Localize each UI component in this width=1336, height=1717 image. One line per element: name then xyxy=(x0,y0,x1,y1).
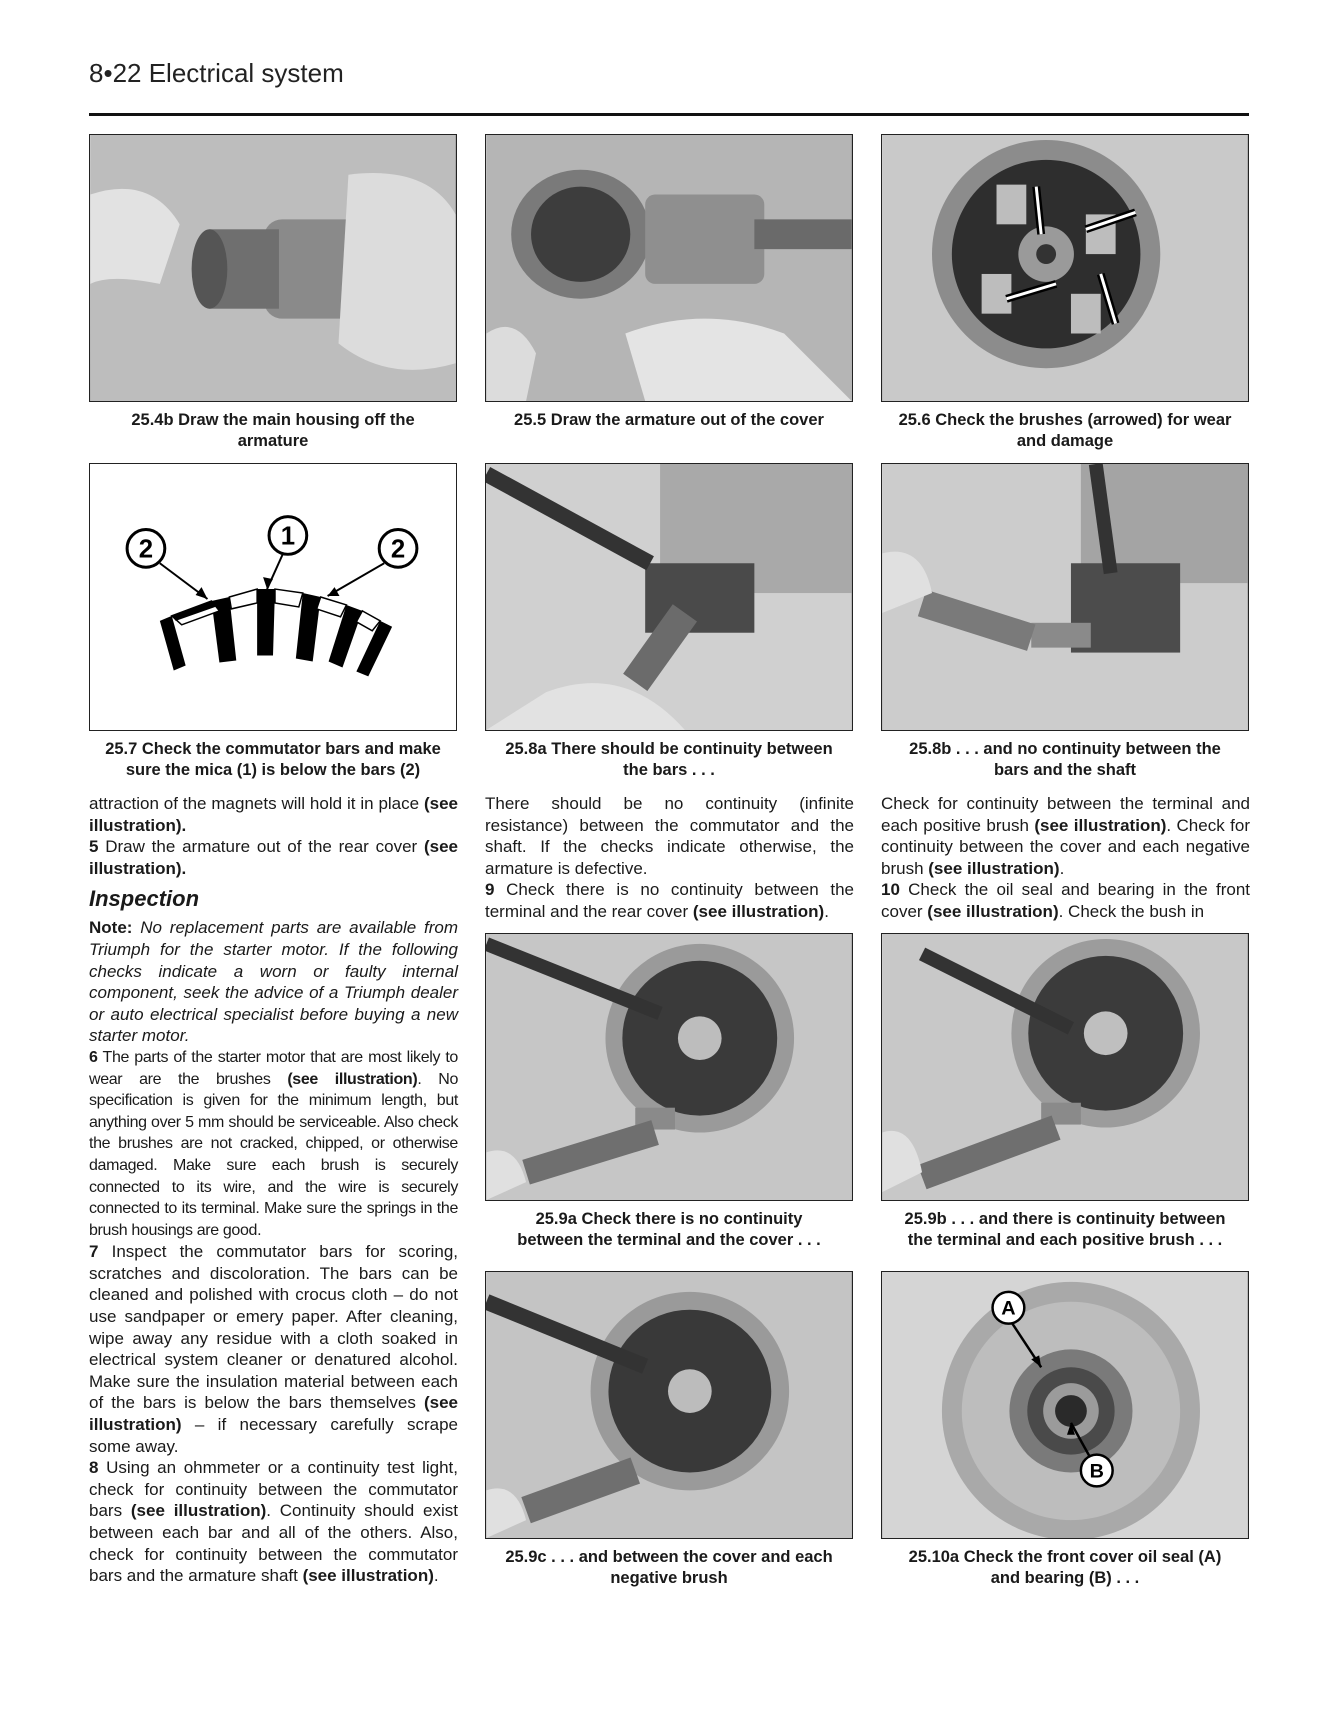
col1-step-8-text-b: . Continuity should exist between each bar and all of the others. Also, check for continuity between the commutator bars and the armature shaft xyxy=(89,1501,458,1586)
photo-25-5-armature-removal xyxy=(485,134,853,402)
caption-25-5: 25.5 Draw the armature out of the cover xyxy=(514,411,824,429)
col1-step-8-ref-2: (see illustration) xyxy=(302,1566,434,1586)
col3-text-b: . Check for continuity between the cover and each negative brush xyxy=(881,815,1250,878)
col3-step-10-ref: (see illustration) xyxy=(927,901,1059,921)
caption-25-7: 25.7 Check the commutator bars and make sure the mica (1) is below the bars (2) xyxy=(105,740,441,779)
label-bar-left: 2 xyxy=(138,535,154,564)
col3-ref-1: (see illustration) xyxy=(1034,815,1167,835)
note-label: Note: xyxy=(89,918,133,938)
col1-step-6-text-a: The parts of the starter motor that are most likely to wear are the brushes xyxy=(89,1048,458,1088)
col1-step-7-text-a: Inspect the commutator bars for scoring, scratches and discoloration. The bars can be cleaned and polished with crocus cloth – do not use sandpaper or emery paper. After cleaning, wipe away any residue with a cloth soaked in electrical system cleaner or denatured alcohol. Make sure the insulation material between each of the bars is below the bars themselves xyxy=(89,1242,458,1413)
label-bar-right: 2 xyxy=(390,535,406,564)
photo-25-10a-front-cover xyxy=(881,1271,1249,1539)
col2-step-9-text-b: . xyxy=(824,901,829,921)
page-title: 8•22 Electrical system xyxy=(89,58,344,88)
caption-25-8a: 25.8a There should be continuity between the bars . . . xyxy=(505,740,833,779)
column-2-text xyxy=(485,793,854,923)
col1-step-7-num: 7 xyxy=(89,1242,99,1262)
label-oil-seal-a: A xyxy=(1001,1297,1016,1320)
photo-25-9a-terminal-cover xyxy=(485,933,853,1201)
caption-25-6: 25.6 Check the brushes (arrowed) for wear and damage xyxy=(898,411,1232,450)
col1-step-7-ref: (see illustration) xyxy=(89,1393,458,1435)
col3-ref-2: (see illustration) xyxy=(928,858,1060,878)
label-mica: 1 xyxy=(280,522,296,551)
col2-step-9-text-a: Check there is no continuity between the terminal and the rear cover xyxy=(485,880,854,921)
col1-step-5-text: Draw the armature out of the rear cover xyxy=(98,837,418,857)
column-1-text xyxy=(89,793,458,1587)
photo-25-9b-positive-brush xyxy=(881,933,1249,1201)
label-bearing-b: B xyxy=(1089,1460,1104,1483)
diagram-25-7-commutator xyxy=(89,463,457,731)
col3-step-10-text-a: Check the oil seal and bearing in the front cover xyxy=(881,880,1250,921)
caption-25-9a: 25.9a Check there is no continuity between the terminal and the cover . . . xyxy=(517,1210,821,1249)
col3-step-10-text-b: . Check the bush in xyxy=(1058,901,1205,921)
photo-25-8b-shaft-continuity xyxy=(881,463,1249,731)
column-3-text xyxy=(881,793,1250,923)
col3-text-c: . xyxy=(1059,858,1065,878)
col1-step-8-text-a: Using an ohmmeter or a continuity test light, check for continuity between the commutator bars xyxy=(89,1458,458,1521)
col3-text-a: Check for continuity between the terminal and each positive brush xyxy=(881,794,1250,835)
col1-step-7-text-b: – if necessary carefully scrape some away. xyxy=(89,1415,458,1456)
col1-step-6-ref: (see illustration) xyxy=(287,1070,418,1088)
col1-step-8-num: 8 xyxy=(89,1458,99,1478)
col1-step-5-ref: (see illustration). xyxy=(89,837,458,878)
col1-step-6-text-b: . No specification is given for the minimum length, but anything over 5 mm should be serviceable. Also check the brushes are not cracked, chipped, or otherwise damaged. Make sure each brush is securely connected to its wire, and the wire is securely connected to its terminal. Make sure the springs in the brush housings are good. xyxy=(89,1070,458,1239)
photo-25-4b-housing-removal xyxy=(89,134,457,402)
col3-step-10-num: 10 xyxy=(881,880,900,900)
col2-step-9-ref: (see illustration) xyxy=(692,901,825,921)
header-rule xyxy=(89,113,1249,116)
col1-step-8-ref-1: (see illustration) xyxy=(130,1501,267,1521)
col1-step-8-text-c: . xyxy=(433,1566,439,1586)
caption-25-8b: 25.8b . . . and no continuity between the bars and the shaft xyxy=(909,740,1221,779)
col1-text-p1: attraction of the magnets will hold it in place xyxy=(89,794,420,813)
col2-step-9-num: 9 xyxy=(485,880,495,900)
photo-25-9c-negative-brush xyxy=(485,1271,853,1539)
photo-25-6-brushes xyxy=(881,134,1249,402)
inspection-heading: Inspection xyxy=(89,886,200,912)
col1-step-5-num: 5 xyxy=(89,837,99,857)
caption-25-4b: 25.4b Draw the main housing off the armature xyxy=(131,411,415,450)
note-text: No replacement parts are available from Triumph for the starter motor. If the following checks indicate a worn or faulty internal component, seek the advice of a Triumph dealer or auto electrical specialist before buying a new starter motor. xyxy=(89,918,458,1046)
caption-25-9c: 25.9c . . . and between the cover and each negative brush xyxy=(505,1548,833,1587)
caption-25-10a: 25.10a Check the front cover oil seal (A) and bearing (B) . . . xyxy=(908,1548,1222,1587)
col1-step-6-num: 6 xyxy=(89,1048,98,1066)
photo-25-8a-bar-continuity xyxy=(485,463,853,731)
caption-25-9b: 25.9b . . . and there is continuity between the terminal and each positive brush . . . xyxy=(904,1210,1226,1249)
col2-text-p1: There should be no continuity (infinite resistance) between the commutator and the shaft. If the checks indicate otherwise, the armature is defective. xyxy=(485,794,854,878)
col1-ref-p1: (see illustration). xyxy=(89,794,459,835)
